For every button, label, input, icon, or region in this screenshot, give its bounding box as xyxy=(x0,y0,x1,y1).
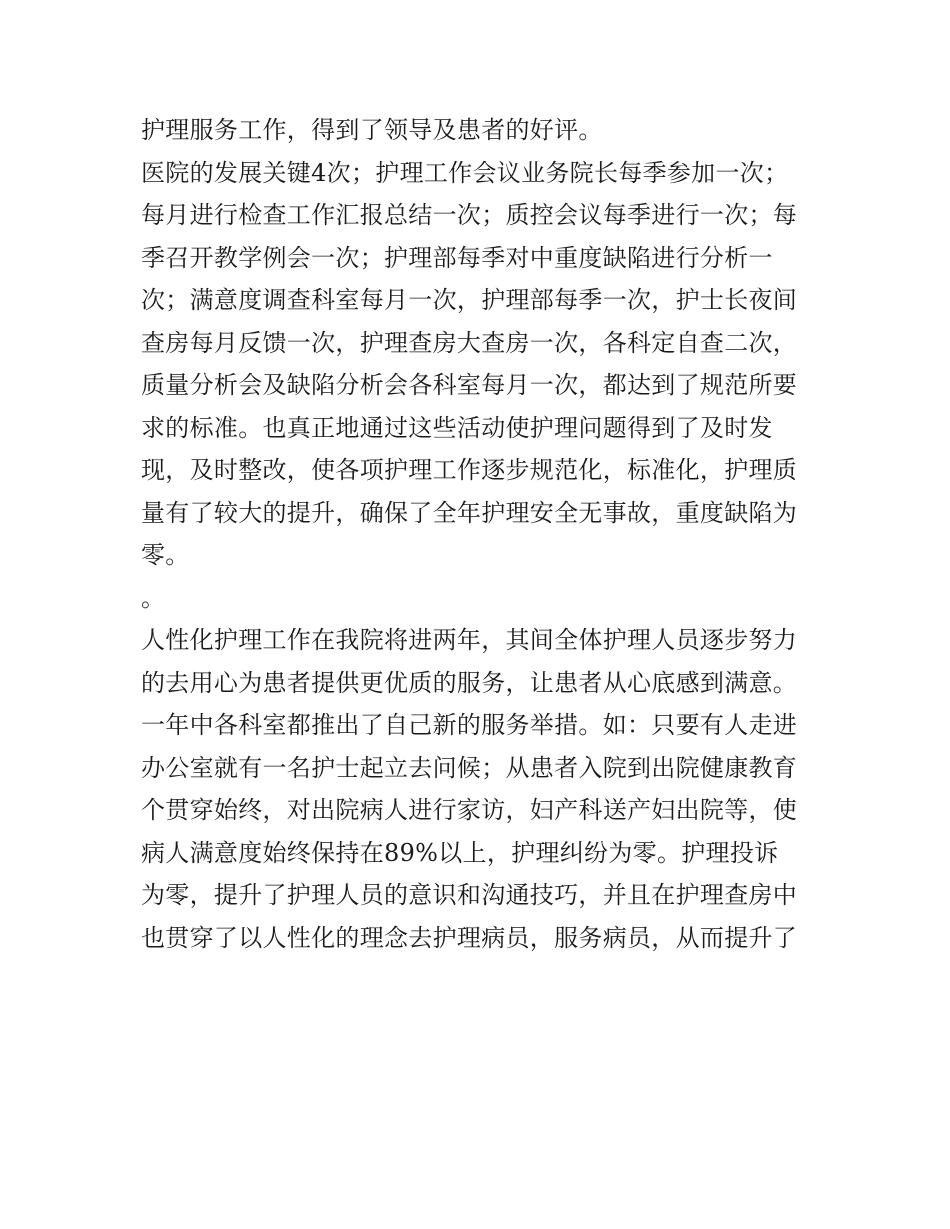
text-line: 求的标准。也真正地通过这些活动使护理问题得到了及时发 xyxy=(141,413,773,442)
text-line: 次；满意度调查科室每月一次，护理部每季一次，护士长夜间 xyxy=(141,286,798,314)
text-line: 质量分析会及缺陷分析会各科室每月一次，都达到了规范所要 xyxy=(141,371,798,399)
text-line: 人性化护理工作在我院将进两年，其间全体护理人员逐步努力 xyxy=(141,626,798,654)
text-line: 病人满意度始终保持在89%以上，护理纠纷为零。护理投诉 xyxy=(141,838,779,867)
text-line: 每月进行检查工作汇报总结一次；质控会议每季进行一次；每 xyxy=(141,201,798,229)
text-line: 医院的发展关键4次；护理工作会议业务院长每季参加一次； xyxy=(141,158,789,187)
text-line: 为零，提升了护理人员的意识和沟通技巧，并且在护理查房中 xyxy=(141,881,798,909)
text-line: 零。 xyxy=(141,541,190,569)
text-line: 现，及时整改，使各项护理工作逐步规范化，标准化，护理质 xyxy=(141,456,798,484)
text-line: 也贯穿了以人性化的理念去护理病员，服务病员，从而提升了 xyxy=(141,923,798,952)
document-body xyxy=(141,109,821,959)
text-line: 个贯穿始终，对出院病人进行家访，妇产科送产妇出院等，使 xyxy=(141,796,798,824)
text-line: 量有了较大的提升，确保了全年护理安全无事故，重度缺陷为 xyxy=(141,498,798,527)
text-line: 的去用心为患者提供更优质的服务，让患者从心底感到满意。 xyxy=(141,668,798,697)
text-line: 一年中各科室都推出了自己新的服务举措。如：只要有人走进 xyxy=(141,711,798,739)
text-line: 办公室就有一名护士起立去问候；从患者入院到出院健康教育 xyxy=(141,753,798,782)
text-line: 季召开教学例会一次；护理部每季对中重度缺陷进行分析一 xyxy=(141,243,773,272)
text-line: 。 xyxy=(141,583,166,612)
text-line: 查房每月反馈一次，护理查房大查房一次，各科定自查二次， xyxy=(141,328,798,357)
text-line: 护理服务工作，得到了领导及患者的好评。 xyxy=(141,116,603,144)
